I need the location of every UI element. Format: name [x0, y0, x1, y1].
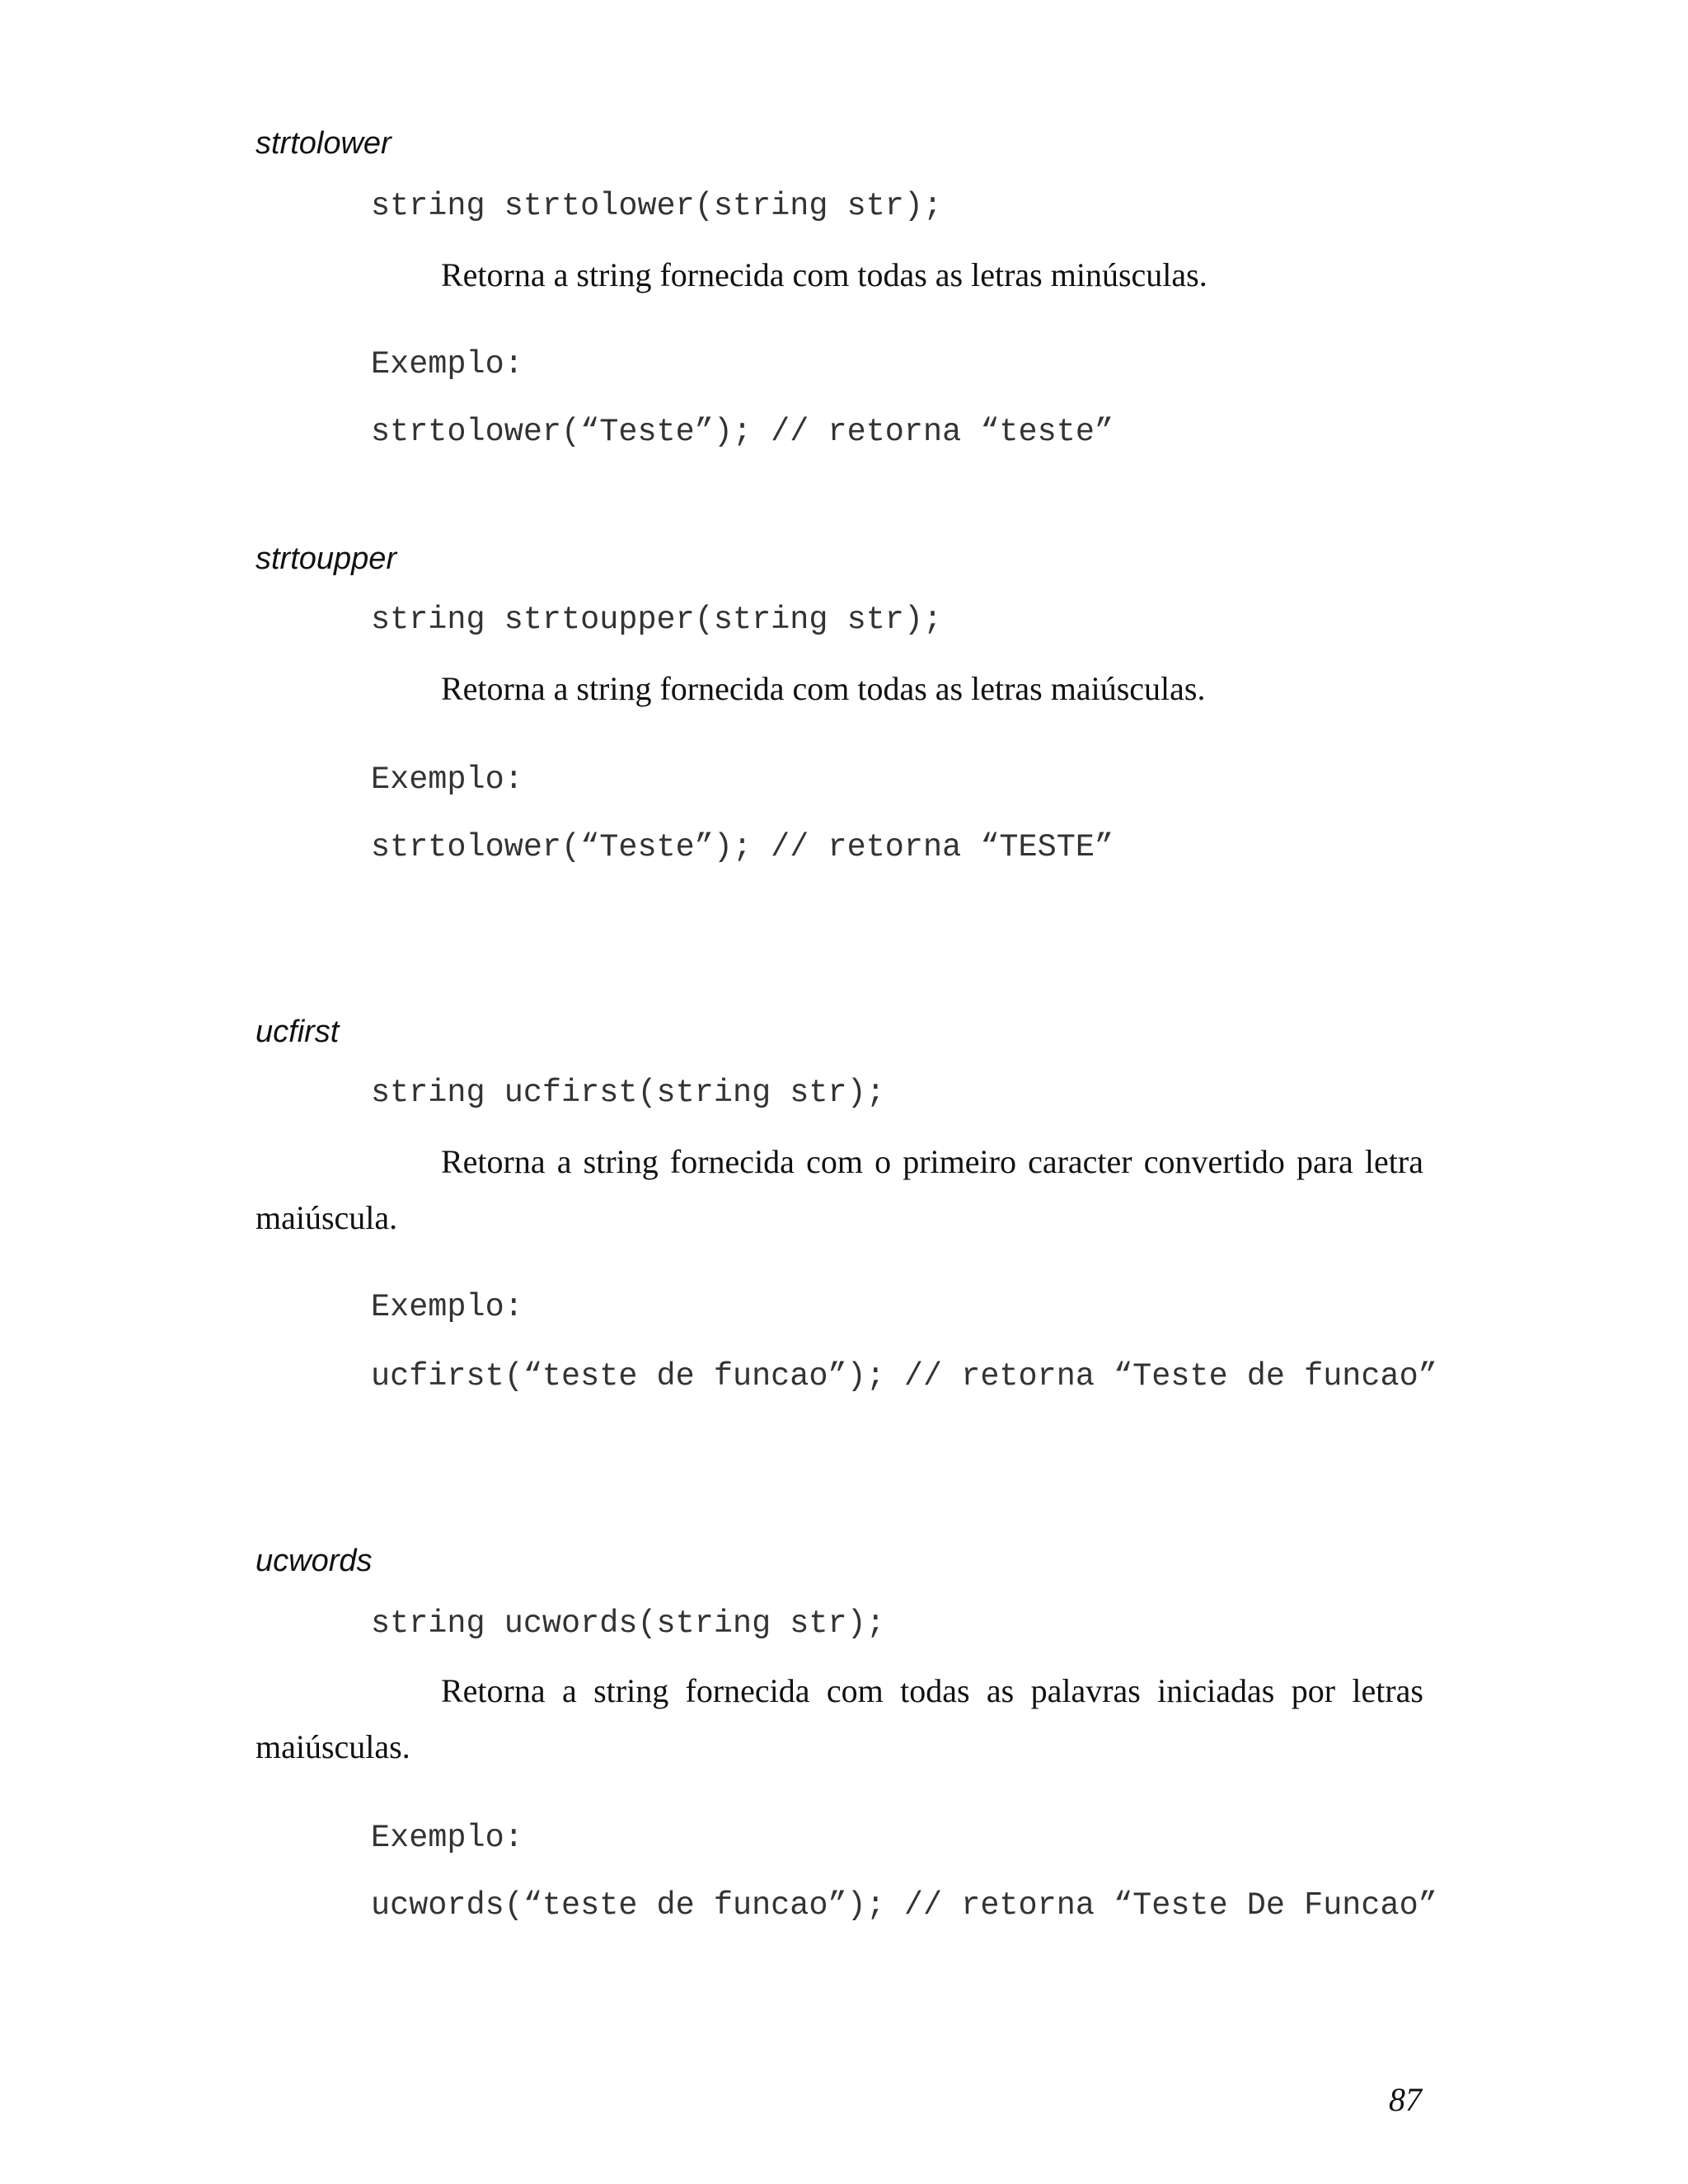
function-signature-ucwords: string ucwords(string str);: [371, 1605, 885, 1642]
function-heading-strtolower: strtolower: [256, 126, 392, 161]
function-signature-strtoupper: string strtoupper(string str);: [371, 602, 943, 638]
page-number: 87: [1389, 2081, 1422, 2118]
function-description-ucwords: Retorna a string fornecida com todas as palavras iniciadas por letras maiúsculas.: [256, 1672, 1423, 1765]
example-code-strtolower: strtolower(“Teste”); // retorna “teste”: [371, 414, 1114, 450]
function-description-ucfirst: Retorna a string fornecida com o primeiro caracter convertido para letra maiúscula.: [256, 1143, 1423, 1236]
example-label-strtoupper: Exemplo:: [371, 762, 523, 798]
example-label-strtolower: Exemplo:: [371, 346, 523, 382]
example-code-ucwords: ucwords(“teste de funcao”); // retorna “Teste De Funcao”: [371, 1887, 1437, 1924]
function-signature-strtolower: string strtolower(string str);: [371, 188, 943, 224]
function-heading-ucfirst: ucfirst: [256, 1015, 340, 1049]
example-label-ucfirst: Exemplo:: [371, 1289, 523, 1325]
function-description-strtolower: Retorna a string fornecida com todas as letras minúsculas.: [441, 256, 1207, 293]
function-signature-ucfirst: string ucfirst(string str);: [371, 1075, 885, 1111]
example-label-ucwords: Exemplo:: [371, 1820, 523, 1856]
example-code-ucfirst: ucfirst(“teste de funcao”); // retorna “Teste de funcao”: [371, 1358, 1437, 1394]
function-description-strtoupper: Retorna a string fornecida com todas as letras maiúsculas.: [441, 670, 1206, 707]
function-heading-strtoupper: strtoupper: [256, 541, 397, 576]
function-heading-ucwords: ucwords: [256, 1544, 373, 1578]
example-code-strtoupper: strtolower(“Teste”); // retorna “TESTE”: [371, 829, 1114, 865]
